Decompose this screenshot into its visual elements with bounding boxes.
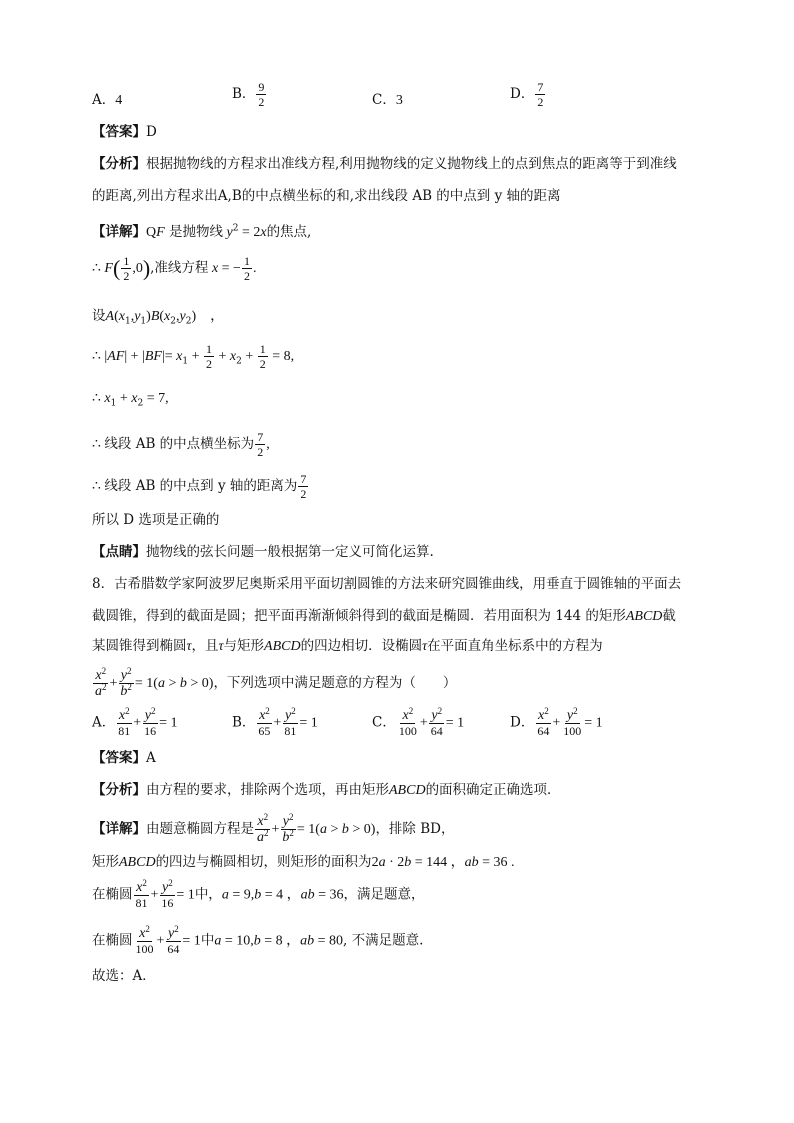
q8-stem-line4: $\frac{x^2}{a^2}$ + $\frac{y^2}{b^2}$ = 1(a > b > 0)，下列选项中满足题意的方程为（ ） [95,666,457,699]
q7-conclusion: 所以 D 选项是正确的 [92,512,220,528]
q8-detail-line3: 在椭圆 $\frac{x^2}{81}$ + $\frac{y^2}{16}$ = 1中，a = 9,b = 4 ，ab = 36，满足题意， [92,878,425,910]
q7-option-a: A．4 [92,92,123,108]
q8-detail-line2: 矩形ABCD的四边与椭圆相切，则矩形的面积为2a · 2b = 144 ，ab = 36 . [92,854,515,870]
q8-option-a: A． $\frac{x^2}{81}$ + $\frac{y^2}{16}$ = 1 [92,706,178,738]
q7-option-c: C．3 [372,92,403,108]
q8-option-b: B． $\frac{x^2}{65}$ + $\frac{y^2}{81}$ = 1 [232,706,318,738]
q8-answer: 【答案】A [92,750,156,766]
q7-detail-line6: ∴ 线段 AB 的中点横坐标为 $\frac{7}{2}$ , [92,430,270,459]
q7-answer: 【答案】D [92,124,157,140]
q7-detail-line5: ∴ $x_1 + x_2 = 7$, [92,391,169,409]
q7-analysis-line1: 【分析】根据抛物线的方程求出准线方程,利用抛物线的定义抛物线上的点到焦点的距离等于到准线 [92,156,677,172]
q7-detail-line1: 【详解】QF 是抛物线 $y^2 = 2x$的焦点, [92,223,312,240]
q7-option-d: D． $\frac{7}{2}$ [510,80,544,109]
q8-option-c: C． $\frac{x^2}{100}$ + $\frac{y^2}{64}$ = 1 [372,706,465,738]
q7-detail-line4: ∴ $|AF| + |BF|= x_1$ + $\frac{1}{2}$ + $x_2$ + $\frac{1}{2}$ = 8, [92,342,295,371]
q8-analysis: 【分析】由方程的要求，排除两个选项，再由矩形ABCD的面积确定正确选项． [92,782,561,798]
q7-option-b: B． $\frac{9}{2}$ [232,80,265,109]
q8-detail-line4: 在椭圆 $\frac{x^2}{100}$ + $\frac{y^2}{64}$ = 1中a = 10,b = 8 ，ab = 80, 不满足题意. [92,924,424,956]
q7-detail-line2: ∴ F( $\frac{1}{2}$ ,0),准线方程 x = − $\frac{1}{2}$ . [92,254,257,283]
q7-detail-line3: 设$A(x_1,y_1)B(x_2,y_2)$ ， [92,308,225,327]
q8-final: 故选：A． [92,968,156,984]
q7-analysis-line2: 的距离,列出方程求出A,B的中点横坐标的和,求出线段 AB 的中点到 y 轴的距离 [92,188,561,204]
q8-option-d: D． $\frac{x^2}{64}$ + $\frac{y^2}{100}$ = 1 [510,706,603,738]
q8-stem-line1: 8．古希腊数学家阿波罗尼奥斯采用平面切割圆锥的方法来研究圆锥曲线，用垂直于圆锥轴的平面去 [92,576,682,592]
q8-stem-line3: 某圆锥得到椭圆τ，且τ与矩形ABCD的四边相切．设椭圆τ在平面直角坐标系中的方程为 [92,638,603,654]
q7-comment: 【点睛】抛物线的弦长问题一般根据第一定义可简化运算. [92,544,434,560]
q8-detail-line1: 【详解】由题意椭圆方程是 $\frac{x^2}{a^2}$ + $\frac{y^2}{b^2}$ = 1(a > b > 0)，排除 BD， [92,812,455,845]
q7-detail-line7: ∴ 线段 AB 的中点到 y 轴的距离为 $\frac{7}{2}$ [92,472,307,501]
q8-stem-line2: 截圆锥，得到的截面是圆；把平面再渐渐倾斜得到的截面是椭圆．若用面积为 144 的矩形ABCD截 [92,608,676,624]
